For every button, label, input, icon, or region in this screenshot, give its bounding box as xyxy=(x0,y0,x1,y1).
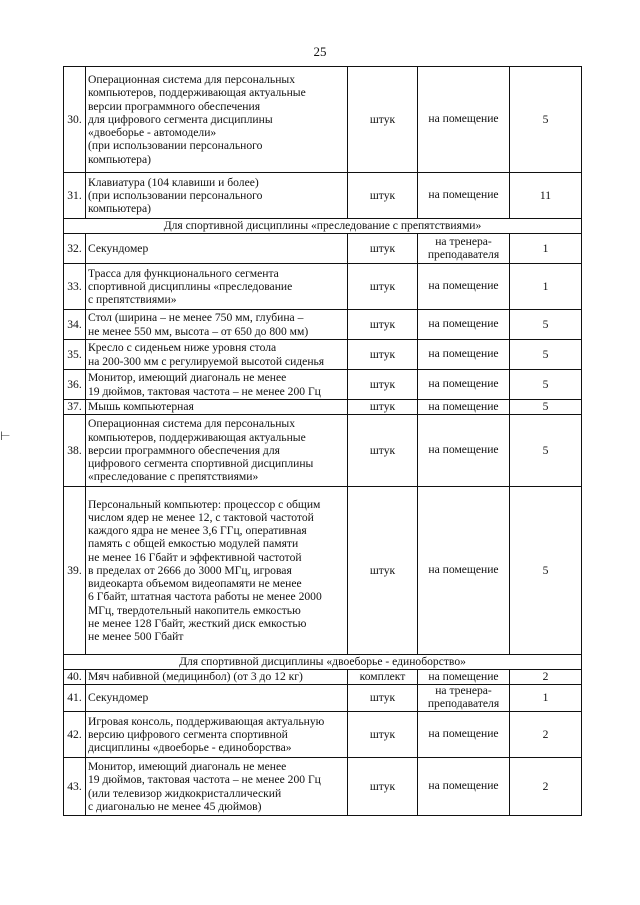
item-name-line: версии программного обеспечения для xyxy=(88,443,280,457)
item-basis: на помещение xyxy=(418,670,510,685)
item-name-line: с диагональю не менее 45 дюймов) xyxy=(88,799,262,813)
table-row xyxy=(64,487,582,655)
table-row xyxy=(64,234,582,264)
item-name-line: память с общей емкостью модулей памяти xyxy=(88,537,299,551)
item-name-line: не менее 128 Гбайт, жесткий диск емкостью xyxy=(88,616,307,630)
item-quantity: 2 xyxy=(510,758,582,816)
item-name xyxy=(86,415,348,487)
item-name xyxy=(86,234,348,264)
table-row xyxy=(64,264,582,310)
item-name-line: дисциплины «двоеборье - единоборства» xyxy=(88,741,292,755)
item-number: 38. xyxy=(64,415,86,487)
item-number: 40. xyxy=(64,670,86,685)
item-name xyxy=(86,340,348,370)
item-name xyxy=(86,685,348,712)
item-number: 33. xyxy=(64,264,86,310)
item-name-line: Трасса для функционального сегмента xyxy=(88,266,279,280)
item-number: 31. xyxy=(64,173,86,219)
item-quantity: 5 xyxy=(510,67,582,173)
item-basis: на помещение xyxy=(418,487,510,655)
item-basis: на помещение xyxy=(418,264,510,310)
item-quantity: 1 xyxy=(510,234,582,264)
item-quantity: 1 xyxy=(510,685,582,712)
item-unit: штук xyxy=(348,234,418,264)
item-unit: штук xyxy=(348,173,418,219)
item-name-line: компьютера) xyxy=(88,202,151,216)
item-unit: штук xyxy=(348,685,418,712)
item-name-line: для цифрового сегмента дисциплины xyxy=(88,112,273,126)
item-name-line: не менее 550 мм, высота – от 650 до 800 мм) xyxy=(88,324,309,338)
item-name xyxy=(86,712,348,758)
item-basis: на помещение xyxy=(418,340,510,370)
item-quantity: 11 xyxy=(510,173,582,219)
item-number: 43. xyxy=(64,758,86,816)
item-name-line: (при использовании персонального xyxy=(88,139,263,153)
table-row xyxy=(64,310,582,340)
item-basis: на помещение xyxy=(418,415,510,487)
item-name-line: Персональный компьютер: процессор с общим xyxy=(88,497,321,511)
item-name-line: в пределах от 2666 до 3000 МГц, игровая xyxy=(88,563,292,577)
item-name-line: Стол (ширина – не менее 750 мм, глубина – xyxy=(88,311,304,325)
item-unit: штук xyxy=(348,310,418,340)
table-row xyxy=(64,173,582,219)
table-row xyxy=(64,685,582,712)
item-basis: на помещение xyxy=(418,310,510,340)
item-quantity: 5 xyxy=(510,370,582,400)
item-unit: штук xyxy=(348,758,418,816)
item-number: 41. xyxy=(64,685,86,712)
item-quantity: 2 xyxy=(510,670,582,685)
item-quantity: 5 xyxy=(510,487,582,655)
item-name-line: на 200-300 мм с регулируемой высотой сиденья xyxy=(88,354,325,368)
item-name xyxy=(86,310,348,340)
section-title: Для спортивной дисциплины «преследование с препятствиями» xyxy=(64,219,582,234)
item-quantity: 1 xyxy=(510,264,582,310)
table-row xyxy=(64,712,582,758)
item-unit: штук xyxy=(348,340,418,370)
item-name-line: 19 дюймов, тактовая частота – не менее 200 Гц xyxy=(88,773,321,787)
item-unit: штук xyxy=(348,370,418,400)
item-name-line: Клавиатура (104 клавиши и более) xyxy=(88,175,259,189)
item-number: 35. xyxy=(64,340,86,370)
table-row xyxy=(64,415,582,487)
item-name xyxy=(86,264,348,310)
item-unit: комплект xyxy=(348,670,418,685)
item-name-line: цифрового сегмента спортивной дисциплины xyxy=(88,457,314,471)
item-name xyxy=(86,173,348,219)
table-row xyxy=(64,670,582,685)
equipment-table xyxy=(63,66,582,816)
item-name xyxy=(86,758,348,816)
item-name xyxy=(86,487,348,655)
item-quantity: 5 xyxy=(510,415,582,487)
item-name-line: видеокарта объемом видеопамяти не менее xyxy=(88,577,302,591)
item-unit: штук xyxy=(348,264,418,310)
item-name xyxy=(86,370,348,400)
item-name-line: версии программного обеспечения xyxy=(88,99,261,113)
item-name xyxy=(86,67,348,173)
table-row xyxy=(64,370,582,400)
table-row xyxy=(64,400,582,415)
item-name-line: с препятствиями» xyxy=(88,293,177,307)
item-basis: на помещение xyxy=(418,400,510,415)
item-name-line: компьютеров, поддерживающая актуальные xyxy=(88,430,306,444)
item-basis: на тренера- преподавателя xyxy=(418,234,510,264)
item-quantity: 2 xyxy=(510,712,582,758)
item-number: 42. xyxy=(64,712,86,758)
section-header-row xyxy=(64,655,582,670)
item-basis: на помещение xyxy=(418,67,510,173)
section-title: Для спортивной дисциплины «двоеборье - единоборство» xyxy=(64,655,582,670)
item-unit: штук xyxy=(348,712,418,758)
item-name-line: числом ядер не менее 12, с тактовой частотой xyxy=(88,511,314,525)
item-name-line: 6 Гбайт, штатная частота работы не менее 2000 xyxy=(88,590,322,604)
item-name-line: (при использовании персонального xyxy=(88,188,263,202)
item-unit: штук xyxy=(348,67,418,173)
section-header-row xyxy=(64,219,582,234)
page-number: 25 xyxy=(313,44,327,59)
item-quantity: 5 xyxy=(510,310,582,340)
item-name xyxy=(86,670,348,685)
item-name-line: Игровая консоль, поддерживающая актуальную xyxy=(88,714,325,728)
item-name-line: не менее 16 Гбайт и эффективной частотой xyxy=(88,550,302,564)
item-number: 32. xyxy=(64,234,86,264)
item-number: 34. xyxy=(64,310,86,340)
item-unit: штук xyxy=(348,487,418,655)
item-name xyxy=(86,400,348,415)
item-name-line: не менее 500 Гбайт xyxy=(88,629,184,643)
table-row xyxy=(64,758,582,816)
item-name-line: версию цифрового сегмента спортивной xyxy=(88,727,288,741)
equipment-table-body xyxy=(64,67,582,816)
item-name-line: 19 дюймов, тактовая частота – не менее 200 Гц xyxy=(88,384,321,398)
item-name-line: каждого ядра не менее 3,6 ГГц, оперативная xyxy=(88,524,307,538)
item-name-line: (или телевизор жидкокристаллический xyxy=(88,786,282,800)
item-name-line: компьютеров, поддерживающая актуальные xyxy=(88,86,306,100)
item-basis: на помещение xyxy=(418,173,510,219)
item-name-line: Операционная система для персональных xyxy=(88,417,295,431)
item-name-line: Операционная система для персональных xyxy=(88,73,295,87)
item-number: 37. xyxy=(64,400,86,415)
item-basis: на помещение xyxy=(418,758,510,816)
item-name-line: «преследование с препятствиями» xyxy=(88,470,259,484)
item-name-line: компьютера) xyxy=(88,152,151,166)
item-name-line: Монитор, имеющий диагональ не менее xyxy=(88,371,287,385)
item-name-line: МГц, твердотельный накопитель емкостью xyxy=(88,603,301,617)
item-number: 39. xyxy=(64,487,86,655)
item-name-line: Секундомер xyxy=(88,691,149,705)
table-row xyxy=(64,340,582,370)
item-name-line: Секундомер xyxy=(88,241,149,255)
table-row xyxy=(64,67,582,173)
item-name-line: Мяч набивной (медицинбол) (от 3 до 12 кг) xyxy=(88,670,303,684)
item-unit: штук xyxy=(348,400,418,415)
item-unit: штук xyxy=(348,415,418,487)
item-basis: на тренера- преподавателя xyxy=(418,685,510,712)
item-basis: на помещение xyxy=(418,712,510,758)
item-name-line: спортивной дисциплины «преследование xyxy=(88,279,293,293)
item-quantity: 5 xyxy=(510,340,582,370)
item-basis: на помещение xyxy=(418,370,510,400)
item-name-line: Монитор, имеющий диагональ не менее xyxy=(88,760,287,774)
item-name-line: Кресло с сиденьем ниже уровня стола xyxy=(88,341,277,355)
item-name-line: Мышь компьютерная xyxy=(88,400,194,414)
item-number: 36. xyxy=(64,370,86,400)
item-number: 30. xyxy=(64,67,86,173)
margin-mark: ⊢ xyxy=(0,429,11,443)
item-name-line: «двоеборье - автомодели» xyxy=(88,126,217,140)
item-quantity: 5 xyxy=(510,400,582,415)
